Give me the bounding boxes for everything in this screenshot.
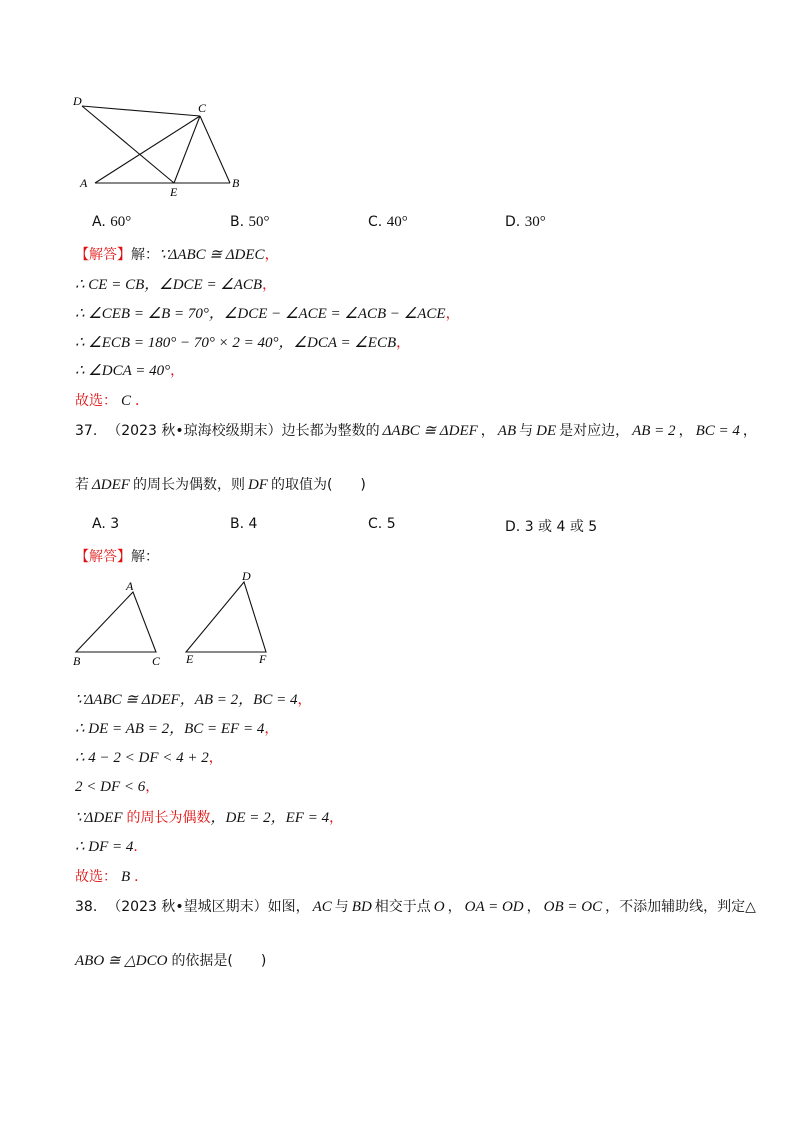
option-value: 3 或 4 或 5 (524, 519, 598, 535)
option-value: 5 (386, 516, 396, 532)
q-math: AC (312, 899, 332, 915)
q37-step-6: ∴ DF = 4 ． (75, 839, 148, 855)
q-math: O (433, 899, 445, 915)
option-letter: D. (505, 519, 521, 535)
q37-step-2: ∴ DE = AB = 2，BC = EF = 4 ， (75, 717, 278, 738)
q37-answer-header (75, 546, 159, 566)
q37-step-3: ∴ 4 − 2 < DF < 4 + 2 ， (75, 750, 223, 766)
q36-answer-header: 【解答】 解： ∵ΔABC ≅ ΔDEC ， (75, 244, 279, 264)
label-c: C (198, 101, 207, 115)
option-value: 60° (110, 214, 132, 230)
answer-intro: 解： (131, 549, 159, 565)
step-5: ∴ ∠DCA = 40° (75, 363, 171, 379)
select-value: B (121, 869, 131, 885)
q37-question-line-2 (75, 474, 366, 494)
q-text: 是对应边， (559, 423, 630, 439)
q-text: 边长都为整数的 (281, 423, 380, 439)
label-f: F (259, 652, 267, 666)
option-letter: C. (368, 516, 383, 532)
q36-step-5: ∴ ∠DCA = 40° ， (75, 363, 185, 379)
q37-step-1: ∵ΔABC ≅ ΔDEF，AB = 2，BC = 4 ， (75, 688, 311, 709)
q-text: 相交于点 (374, 899, 431, 915)
option-value: 50° (248, 214, 270, 230)
figure-quadrilateral-dcae (70, 92, 260, 202)
q-math: AB = 2 (632, 423, 676, 439)
q-text: 与 (334, 899, 349, 915)
q37-step-5: ∵ΔDEF 的周长为偶数 ，DE = 2，EF = 4 ， (75, 806, 343, 827)
step-5-text: 的周长为偶数 (126, 810, 211, 826)
option-b[interactable] (230, 516, 257, 532)
figure-triangles-abc-def (68, 568, 278, 668)
label-d: D (242, 569, 251, 583)
q-text: 的周长为偶数，则 (132, 477, 245, 493)
q36-select: 故选： C ． (75, 390, 149, 410)
step-2: ∴ CE = CB，∠DCE = ∠ACB (75, 277, 263, 293)
label-b: B (232, 176, 240, 190)
q-text: ， (447, 899, 462, 915)
option-value: 4 (248, 516, 258, 532)
q-math: OB = OC (543, 899, 603, 915)
label-b: B (73, 654, 81, 668)
q-text: 与 (519, 423, 534, 439)
option-value: 40° (386, 214, 408, 230)
option-letter: A. (92, 214, 106, 230)
step-2: ∴ DE = AB = 2，BC = EF = 4 (75, 721, 265, 737)
q-text: ， (526, 899, 541, 915)
option-c[interactable] (368, 214, 408, 231)
question-number: 38. (75, 899, 98, 915)
label-a: A (80, 176, 88, 190)
q-text: ，不添加辅助线，判定△ (605, 899, 756, 915)
option-letter: D. (505, 214, 521, 230)
step-3: ∴ 4 − 2 < DF < 4 + 2 (75, 750, 209, 766)
q-math: BC = 4 (695, 423, 740, 439)
option-a[interactable] (92, 214, 131, 231)
answer-intro: 解： (131, 247, 159, 263)
option-d[interactable] (505, 214, 546, 231)
option-letter: A. (92, 516, 106, 532)
q-text: ， (678, 423, 693, 439)
select-label: 故选： (75, 869, 117, 885)
option-value: 30° (524, 214, 546, 230)
q37-step-4: 2 < DF < 6 ， (75, 779, 160, 795)
option-a[interactable] (92, 516, 119, 532)
label-c: C (152, 654, 161, 668)
q-math: ΔDEF (92, 477, 130, 493)
q-text: 的依据是( ) (171, 953, 267, 969)
option-value: 3 (110, 516, 120, 532)
q-text: 如图， (267, 899, 310, 915)
q-math: OA = OD (464, 899, 524, 915)
step-6: ∴ DF = 4 (75, 839, 134, 855)
option-c[interactable] (368, 516, 396, 532)
step-3: ∴ ∠CEB = ∠B = 70°，∠DCE − ∠ACE = ∠ACB − ∠ACE (75, 306, 446, 322)
q-math: ΔABC ≅ ΔDEF (382, 423, 478, 439)
q-text: ， (742, 423, 757, 439)
option-letter: B. (230, 214, 245, 230)
q37-select: 故选： B ． (75, 866, 148, 886)
option-letter: B. (230, 516, 245, 532)
q36-step-2: ∴ CE = CB，∠DCE = ∠ACB ， (75, 273, 276, 294)
step-5-math: ∵ΔDEF (75, 810, 123, 826)
question-source: （2023 秋•望城区期末） (107, 899, 268, 915)
q37-question-line-1 (75, 420, 757, 440)
select-value: C (121, 393, 132, 409)
q-math: DE (536, 423, 557, 439)
q-text: 若 (75, 477, 89, 493)
answer-tag: 【解答】 (75, 549, 131, 565)
label-e: E (186, 652, 194, 666)
q-math: DF (247, 477, 268, 493)
q36-step-4: ∴ ∠ECB = 180° − 70° × 2 = 40°，∠DCA = ∠ECB ， (75, 331, 410, 352)
q38-question-line-2 (75, 950, 266, 970)
step-4: ∴ ∠ECB = 180° − 70° × 2 = 40°，∠DCA = ∠ECB (75, 335, 397, 351)
step-5-math-2: ，DE = 2，EF = 4 (210, 810, 330, 826)
step-1: ∵ΔABC ≅ ΔDEC (159, 247, 265, 263)
option-d[interactable] (505, 516, 597, 536)
q38-question-line-1 (75, 896, 756, 916)
step-4: 2 < DF < 6 (75, 779, 146, 795)
q36-step-3: ∴ ∠CEB = ∠B = 70°，∠DCE − ∠ACE = ∠ACB − ∠ACE ， (75, 302, 460, 323)
q-text: ， (480, 423, 495, 439)
q-math: AB (497, 423, 517, 439)
q-text: 的取值为( ) (270, 477, 366, 493)
step-1: ∵ΔABC ≅ ΔDEF，AB = 2，BC = 4 (75, 692, 298, 708)
q-math: BD (351, 899, 372, 915)
question-number: 37. (75, 423, 98, 439)
label-e: E (170, 185, 178, 199)
q-math: ABO ≅ △DCO (75, 953, 168, 969)
option-b[interactable] (230, 214, 270, 231)
label-a: A (126, 579, 134, 593)
label-d: D (73, 94, 82, 108)
question-source: （2023 秋•琼海校级期末） (107, 423, 282, 439)
option-letter: C. (368, 214, 383, 230)
select-label: 故选： (75, 393, 117, 409)
answer-tag: 【解答】 (75, 247, 131, 263)
